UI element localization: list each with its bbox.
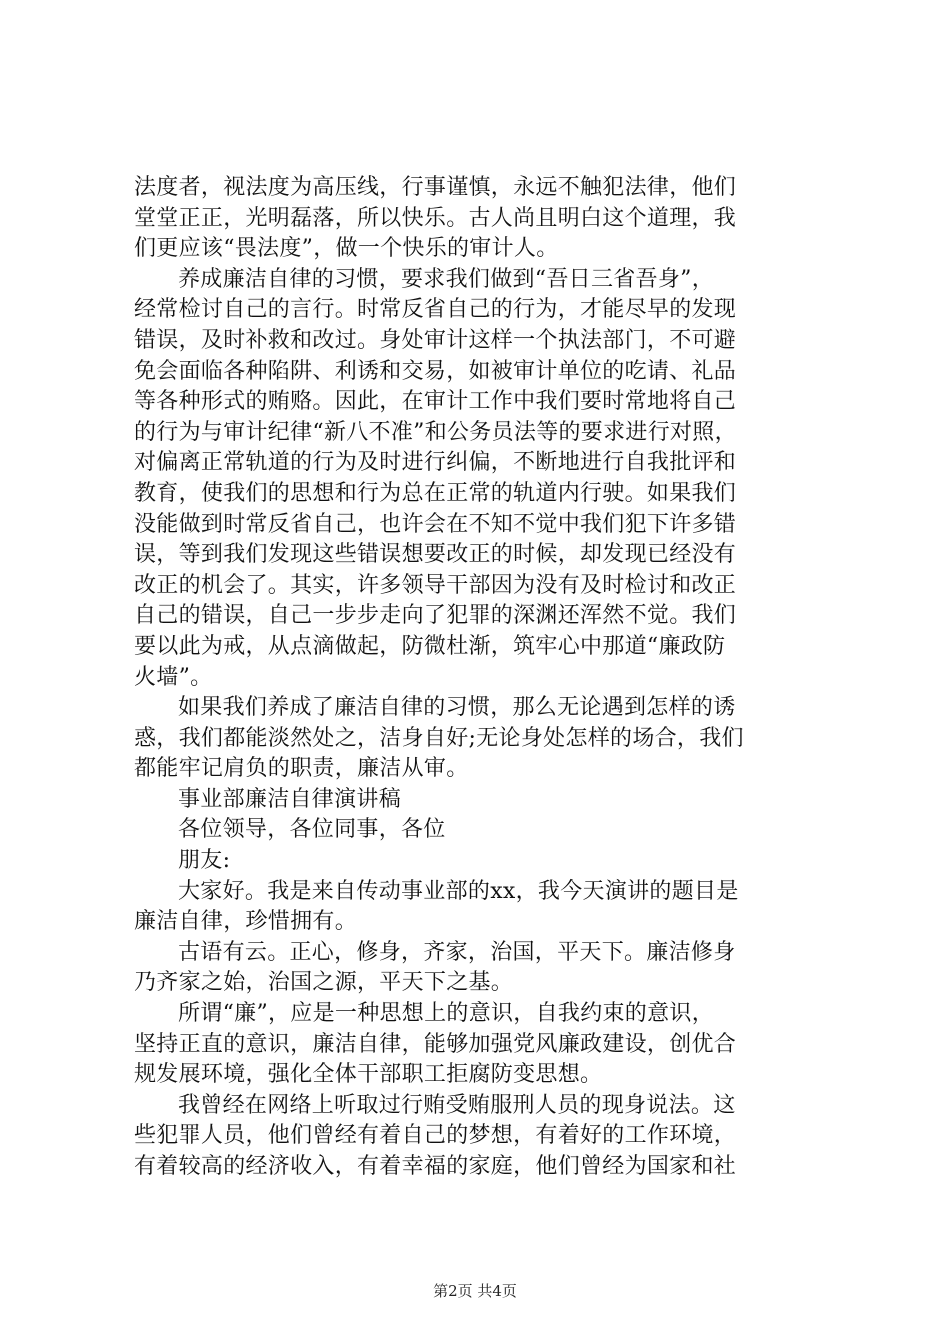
text-line: 规发展环境，强化全体干部职工拒腐防变思想。: [134, 1062, 603, 1088]
text-line: 有着较高的经济收入，有着幸福的家庭，他们曾经为国家和社: [134, 1154, 737, 1179]
text-line: 等各种形式的贿赂。因此，在审计工作中我们要时常地将自己: [134, 389, 737, 415]
text-line: 自己的错误，自己一步步走向了犯罪的深渊还浑然不觉。我们: [134, 603, 737, 629]
document-body: [134, 173, 834, 1183]
text-line: 些犯罪人员，他们曾经有着自己的梦想，有着好的工作环境，: [134, 1123, 737, 1149]
text-line: 古语有云。正心，修身，齐家，治国，平天下。廉洁修身: [178, 939, 736, 965]
page-footer: 第2页 共4页: [433, 1282, 517, 1300]
text-line: 堂堂正正，光明磊落，所以快乐。古人尚且明白这个道理，我: [134, 205, 737, 231]
text-line: 乃齐家之始，治国之源，平天下之基。: [134, 970, 514, 996]
text-line: 惑，我们都能淡然处之，洁身自好;无论身处怎样的场合，我们: [134, 725, 744, 751]
text-line: 我曾经在网络上听取过行贿受贿服刑人员的现身说法。这: [178, 1092, 736, 1118]
text-line: 对偏离正常轨道的行为及时进行纠偏，不断地进行自我批评和: [134, 450, 737, 476]
text-line: 如果我们养成了廉洁自律的习惯，那么无论遇到怎样的诱: [178, 695, 736, 721]
text-line: 所谓“廉”，应是一种思想上的意识，自我约束的意识，: [178, 1001, 714, 1027]
text-line: 坚持正直的意识，廉洁自律，能够加强党风廉政建设，创优合: [134, 1031, 737, 1057]
text-line: 没能做到时常反省自己，也许会在不知不觉中我们犯下许多错: [134, 511, 737, 537]
text-line: 们更应该“畏法度”，做一个快乐的审计人。: [134, 236, 559, 262]
text-line: 错误，及时补救和改过。身处审计这样一个执法部门，不可避: [134, 327, 737, 353]
text-line: 大家好。我是来自传动事业部的xx，我今天演讲的题目是: [178, 878, 739, 904]
text-line: 各位领导，各位同事，各位: [178, 817, 446, 843]
text-line: 事业部廉洁自律演讲稿: [178, 786, 402, 812]
text-line: 养成廉洁自律的习惯，要求我们做到“吾日三省吾身”，: [178, 266, 714, 292]
text-line: 教育，使我们的思想和行为总在正常的轨道内行驶。如果我们: [134, 480, 737, 506]
text-line: 都能牢记肩负的职责，廉洁从审。: [134, 756, 469, 782]
text-line: 法度者，视法度为高压线，行事谨慎，永远不触犯法律，他们: [134, 175, 737, 200]
text-line: 要以此为戒，从点滴做起，防微杜渐，筑牢心中那道“廉政防: [134, 633, 726, 659]
text-line: 廉洁自律，珍惜拥有。: [134, 909, 358, 935]
text-line: 经常检讨自己的言行。时常反省自己的行为，才能尽早的发现: [134, 297, 737, 323]
text-line: 火墙”。: [134, 664, 213, 690]
text-line: 朋友:: [178, 848, 231, 874]
text-line: 免会面临各种陷阱、利诱和交易，如被审计单位的吃请、礼品: [134, 358, 737, 384]
text-line: 改正的机会了。其实，许多领导干部因为没有及时检讨和改正: [134, 572, 737, 598]
text-line: 的行为与审计纪律“新八不准”和公务员法等的要求进行对照，: [134, 419, 737, 445]
text-line: 误，等到我们发现这些错误想要改正的时候，却发现已经没有: [134, 542, 737, 568]
